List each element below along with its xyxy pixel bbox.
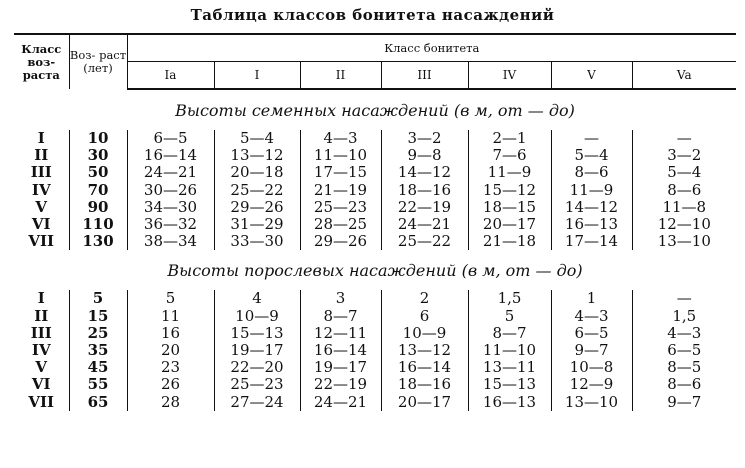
height-range-cell: 16—14 bbox=[381, 359, 468, 376]
age-class-cell: VI bbox=[14, 216, 69, 233]
age-class-cell: III bbox=[14, 164, 69, 181]
section-caption: Высоты семенных насаждений (в м, от — до) bbox=[175, 100, 575, 120]
height-range-cell: 4—3 bbox=[667, 323, 702, 342]
table-row bbox=[14, 182, 736, 199]
age-cell: 50 bbox=[69, 164, 127, 181]
age-cell: 90 bbox=[69, 199, 127, 216]
age-cell: 25 bbox=[69, 325, 127, 342]
height-range-cell: 8—7 bbox=[468, 325, 551, 342]
height-range-cell: 6—5 bbox=[551, 325, 632, 342]
height-range-cell: 4—3 bbox=[551, 308, 632, 325]
height-range-cell: 11—8 bbox=[662, 197, 707, 216]
height-range-cell: 18—16 bbox=[381, 376, 468, 393]
header-site-class-col: I bbox=[214, 62, 300, 90]
height-range-cell: 5—4 bbox=[214, 130, 300, 147]
age-cell: 70 bbox=[69, 182, 127, 199]
age-cell: 55 bbox=[69, 376, 127, 393]
age-cell: 5 bbox=[69, 290, 127, 307]
height-range-cell: 1 bbox=[551, 290, 632, 307]
age-cell: 65 bbox=[69, 393, 127, 410]
height-range-cell: 7—6 bbox=[468, 147, 551, 164]
height-range-cell: 36—32 bbox=[127, 216, 214, 233]
height-range-cell: 26 bbox=[127, 376, 214, 393]
height-range-cell: 22—19 bbox=[381, 199, 468, 216]
table-row bbox=[14, 130, 736, 147]
height-range-cell: 9—8 bbox=[381, 147, 468, 164]
height-range-cell: 11—9 bbox=[468, 164, 551, 181]
height-range-cell: 10—9 bbox=[214, 308, 300, 325]
height-range-cell: 16—13 bbox=[551, 216, 632, 233]
header-site-class-col: III bbox=[381, 62, 468, 90]
height-range-cell: 17—14 bbox=[551, 233, 632, 250]
height-range-cell: 15—13 bbox=[468, 376, 551, 393]
table-row bbox=[14, 342, 736, 359]
header-site-class-col: Va bbox=[632, 62, 736, 90]
height-range-cell: 15—13 bbox=[214, 325, 300, 342]
age-cell: 130 bbox=[69, 233, 127, 250]
age-class-cell: III bbox=[14, 325, 69, 342]
age-class-cell: I bbox=[14, 290, 69, 307]
header-site-class-col: IV bbox=[468, 62, 551, 90]
height-range-cell: 1,5 bbox=[468, 290, 551, 307]
height-range-cell: — bbox=[676, 289, 692, 308]
table-title: Таблица классов бонитета насаждений bbox=[190, 6, 555, 24]
height-range-cell: 9—7 bbox=[667, 392, 702, 411]
height-range-cell: 13—12 bbox=[214, 147, 300, 164]
table-row bbox=[14, 233, 736, 250]
height-range-cell: 24—21 bbox=[300, 393, 381, 410]
height-range-cell: 5 bbox=[127, 290, 214, 307]
height-range-cell: 33—30 bbox=[214, 233, 300, 250]
height-range-cell: 16—14 bbox=[300, 342, 381, 359]
height-range-cell: 14—12 bbox=[551, 199, 632, 216]
height-range-cell: 20—17 bbox=[468, 216, 551, 233]
height-range-cell: 18—16 bbox=[381, 182, 468, 199]
height-range-cell: 10—8 bbox=[551, 359, 632, 376]
height-range-cell: 25—23 bbox=[300, 199, 381, 216]
header-age-years: Воз- раст (лет) bbox=[69, 34, 127, 89]
height-range-cell: 4—3 bbox=[300, 130, 381, 147]
height-range-cell: 22—20 bbox=[214, 359, 300, 376]
height-range-cell: 6—5 bbox=[127, 130, 214, 147]
height-range-cell: 19—17 bbox=[214, 342, 300, 359]
height-range-cell: 21—19 bbox=[300, 182, 381, 199]
height-range-cell: 5 bbox=[468, 308, 551, 325]
height-range-cell: 11 bbox=[127, 308, 214, 325]
height-range-cell: 38—34 bbox=[127, 233, 214, 250]
table-row bbox=[14, 216, 736, 233]
height-range-cell: 11—10 bbox=[300, 147, 381, 164]
age-cell: 30 bbox=[69, 147, 127, 164]
age-class-cell: I bbox=[14, 130, 69, 147]
height-range-cell: 20—18 bbox=[214, 164, 300, 181]
table-row bbox=[14, 147, 736, 164]
table-row bbox=[14, 164, 736, 181]
age-cell: 35 bbox=[69, 342, 127, 359]
age-cell: 45 bbox=[69, 359, 127, 376]
height-range-cell: 23 bbox=[127, 359, 214, 376]
height-range-cell: 6 bbox=[381, 308, 468, 325]
height-range-cell: 13—10 bbox=[551, 393, 632, 410]
height-range-cell: 8—6 bbox=[551, 164, 632, 181]
height-range-cell: 16—14 bbox=[127, 147, 214, 164]
height-range-cell: 1,5 bbox=[672, 306, 697, 325]
age-class-cell: V bbox=[14, 199, 69, 216]
table-row bbox=[14, 290, 736, 307]
height-range-cell: 13—10 bbox=[657, 232, 711, 251]
age-class-cell: VII bbox=[14, 393, 69, 410]
height-range-cell: 31—29 bbox=[214, 216, 300, 233]
height-range-cell: 12—10 bbox=[657, 215, 711, 234]
height-range-cell: 24—21 bbox=[127, 164, 214, 181]
height-range-cell: 11—9 bbox=[551, 182, 632, 199]
height-range-cell: 2—1 bbox=[468, 130, 551, 147]
height-range-cell: — bbox=[676, 129, 692, 148]
table-row bbox=[14, 393, 736, 410]
height-range-cell: 24—21 bbox=[381, 216, 468, 233]
header-site-class-col: Ia bbox=[127, 62, 214, 90]
height-range-cell: 28 bbox=[127, 393, 214, 410]
height-range-cell: 3 bbox=[300, 290, 381, 307]
height-range-cell: 13—12 bbox=[381, 342, 468, 359]
table-row bbox=[14, 199, 736, 216]
height-range-cell: 5—4 bbox=[551, 147, 632, 164]
age-class-cell: VII bbox=[14, 233, 69, 250]
height-range-cell: 21—18 bbox=[468, 233, 551, 250]
height-range-cell: — bbox=[551, 130, 632, 147]
height-range-cell: 22—19 bbox=[300, 376, 381, 393]
height-range-cell: 29—26 bbox=[214, 199, 300, 216]
height-range-cell: 19—17 bbox=[300, 359, 381, 376]
height-range-cell: 13—11 bbox=[468, 359, 551, 376]
age-class-cell: II bbox=[14, 308, 69, 325]
height-range-cell: 6—5 bbox=[667, 340, 702, 359]
height-range-cell: 4 bbox=[214, 290, 300, 307]
height-range-cell: 27—24 bbox=[214, 393, 300, 410]
table-row bbox=[14, 376, 736, 393]
height-range-cell: 25—22 bbox=[214, 182, 300, 199]
header-age-class: Класс воз- раста bbox=[14, 34, 69, 89]
height-range-cell: 8—5 bbox=[667, 358, 702, 377]
height-range-cell: 3—2 bbox=[381, 130, 468, 147]
header-site-class-col: II bbox=[300, 62, 381, 90]
age-class-cell: VI bbox=[14, 376, 69, 393]
height-range-cell: 9—7 bbox=[551, 342, 632, 359]
height-range-cell: 30—26 bbox=[127, 182, 214, 199]
height-range-cell: 8—7 bbox=[300, 308, 381, 325]
header-site-class: Класс бонитета bbox=[127, 34, 736, 62]
age-cell: 15 bbox=[69, 308, 127, 325]
age-cell: 10 bbox=[69, 130, 127, 147]
age-class-cell: IV bbox=[14, 342, 69, 359]
height-range-cell: 2 bbox=[381, 290, 468, 307]
table-row bbox=[14, 325, 736, 342]
age-cell: 110 bbox=[69, 216, 127, 233]
table-body bbox=[14, 89, 736, 411]
height-range-cell: 12—9 bbox=[551, 376, 632, 393]
height-range-cell: 3—2 bbox=[667, 146, 702, 165]
height-range-cell: 28—25 bbox=[300, 216, 381, 233]
table-row bbox=[14, 308, 736, 325]
site-class-table bbox=[14, 33, 736, 411]
height-range-cell: 16—13 bbox=[468, 393, 551, 410]
height-range-cell: 29—26 bbox=[300, 233, 381, 250]
age-class-cell: V bbox=[14, 359, 69, 376]
height-range-cell: 18—15 bbox=[468, 199, 551, 216]
height-range-cell: 8—6 bbox=[667, 180, 702, 199]
height-range-cell: 15—12 bbox=[468, 182, 551, 199]
section-caption: Высоты порослевых насаждений (в м, от — до) bbox=[167, 260, 583, 280]
height-range-cell: 25—23 bbox=[214, 376, 300, 393]
height-range-cell: 14—12 bbox=[381, 164, 468, 181]
height-range-cell: 20 bbox=[127, 342, 214, 359]
height-range-cell: 17—15 bbox=[300, 164, 381, 181]
height-range-cell: 12—11 bbox=[300, 325, 381, 342]
height-range-cell: 10—9 bbox=[381, 325, 468, 342]
height-range-cell: 8—6 bbox=[667, 375, 702, 394]
height-range-cell: 11—10 bbox=[468, 342, 551, 359]
height-range-cell: 20—17 bbox=[381, 393, 468, 410]
age-class-cell: IV bbox=[14, 182, 69, 199]
age-class-cell: II bbox=[14, 147, 69, 164]
height-range-cell: 25—22 bbox=[381, 233, 468, 250]
height-range-cell: 16 bbox=[127, 325, 214, 342]
height-range-cell: 5—4 bbox=[667, 163, 702, 182]
height-range-cell: 34—30 bbox=[127, 199, 214, 216]
table-row bbox=[14, 359, 736, 376]
header-site-class-col: V bbox=[551, 62, 632, 90]
